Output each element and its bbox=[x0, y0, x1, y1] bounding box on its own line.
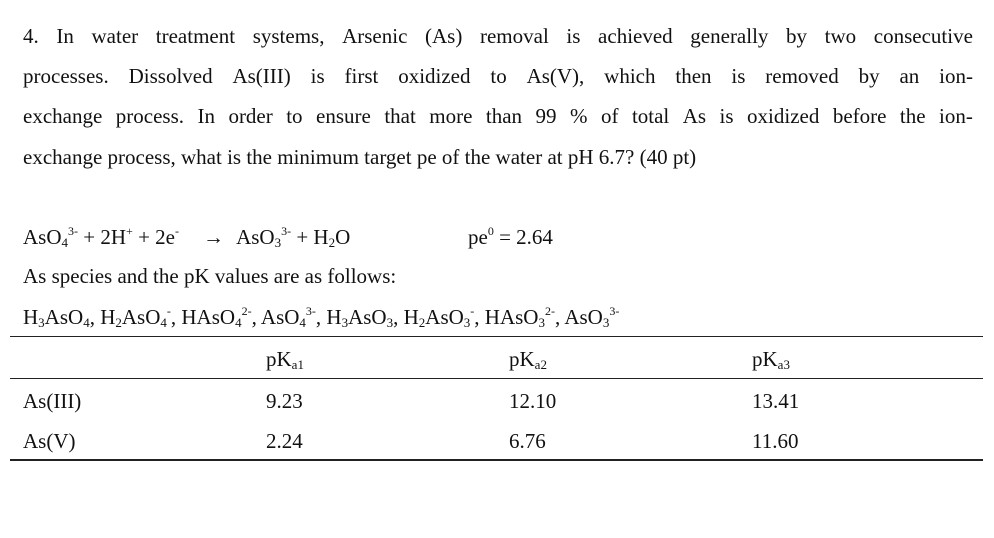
question-word: As bbox=[682, 104, 707, 128]
question-word: consecutive bbox=[873, 24, 973, 48]
species-item: $H_3AsO_4$, bbox=[23, 305, 101, 330]
table-top-rule bbox=[10, 336, 983, 337]
question-word: water bbox=[91, 24, 139, 48]
question-word: ion- bbox=[939, 64, 973, 88]
question-word: processes. bbox=[23, 64, 109, 88]
question-word: exchange bbox=[23, 104, 103, 128]
product-arsenite: AsO$_3^{3-}$ bbox=[231, 224, 292, 250]
reactant-arsenate: AsO$_4^{3-}$ bbox=[23, 224, 79, 250]
question-word: by bbox=[786, 24, 808, 48]
row-label-as-v: As(V) bbox=[23, 429, 76, 453]
question-word: Arsenic bbox=[342, 24, 408, 48]
question-word: is bbox=[310, 64, 325, 88]
question-word: 4. bbox=[23, 24, 39, 48]
question-word: then bbox=[675, 64, 712, 88]
question-word: than bbox=[485, 104, 523, 128]
species-intro: As species and the pK values are as follows: bbox=[23, 264, 397, 288]
question-word: is bbox=[731, 64, 746, 88]
question-word: systems, bbox=[252, 24, 325, 48]
question-line-2 bbox=[23, 56, 973, 96]
table-cell: 9.23 bbox=[266, 389, 303, 413]
question-word: to bbox=[286, 104, 303, 128]
question-word: In bbox=[197, 104, 215, 128]
question-word: is bbox=[566, 24, 581, 48]
question-word: which bbox=[604, 64, 656, 88]
reaction-equation bbox=[23, 222, 723, 252]
question-word: removed bbox=[765, 64, 839, 88]
question-word: more bbox=[429, 104, 473, 128]
header-pka2: $pK_{a2}$ bbox=[509, 347, 547, 372]
question-word: In bbox=[56, 24, 74, 48]
question-word: an bbox=[899, 64, 920, 88]
species-item: HAsO$_4^{2-}$, bbox=[181, 304, 261, 330]
table-cell: 13.41 bbox=[752, 389, 800, 413]
header-pka3: $pK_{a3}$ bbox=[752, 347, 790, 372]
question-word: process. bbox=[115, 104, 184, 128]
species-item: $H_3AsO_3$, bbox=[326, 305, 404, 330]
question-word: achieved bbox=[598, 24, 673, 48]
question-word: before bbox=[832, 104, 887, 128]
standard-pe: $pe^0 = 2.64$ bbox=[468, 224, 553, 249]
table-cell: 6.76 bbox=[509, 429, 546, 453]
species-item: $H_2AsO_4^-$, bbox=[100, 304, 182, 330]
table-bottom-rule bbox=[10, 459, 983, 461]
question-word: to bbox=[490, 64, 507, 88]
reaction-arrow-icon: → bbox=[202, 225, 224, 249]
question-word: that bbox=[384, 104, 416, 128]
question-word: of bbox=[600, 104, 619, 128]
question-word: by bbox=[858, 64, 880, 88]
product-water: + $H_2O$ bbox=[291, 225, 351, 250]
question-word: treatment bbox=[155, 24, 236, 48]
species-list bbox=[23, 302, 619, 332]
question-line-3 bbox=[23, 96, 973, 136]
question-word: (As) bbox=[425, 24, 463, 48]
question-word: % bbox=[570, 104, 588, 128]
question-word: is bbox=[719, 104, 734, 128]
question-word: Dissolved bbox=[128, 64, 213, 88]
table-cell: 12.10 bbox=[509, 389, 557, 413]
question-word: ion- bbox=[939, 104, 973, 128]
species-item: AsO$_4^{3-}$, bbox=[260, 304, 327, 330]
question-word: removal bbox=[479, 24, 549, 48]
question-word: As(III) bbox=[232, 64, 291, 88]
species-item: $H_2AsO_3^-$, bbox=[403, 304, 485, 330]
table-cell: 11.60 bbox=[752, 429, 799, 453]
question-word: two bbox=[824, 24, 857, 48]
header-pka1: $pK_{a1}$ bbox=[266, 347, 304, 372]
question-word: oxidized bbox=[747, 104, 820, 128]
reactant-proton: + 2H+ bbox=[78, 224, 133, 249]
table-header-rule bbox=[10, 378, 983, 379]
question-word: first bbox=[344, 64, 379, 88]
question-word: As(V), bbox=[526, 64, 585, 88]
question-word: oxidized bbox=[398, 64, 471, 88]
question-word: total bbox=[631, 104, 670, 128]
species-item: HAsO$_3^{2-}$, bbox=[484, 304, 565, 330]
question-word: ensure bbox=[316, 104, 371, 128]
question-word: the bbox=[899, 104, 926, 128]
question-word: order bbox=[228, 104, 273, 128]
reactant-electron: + 2e- bbox=[132, 224, 179, 249]
species-item: AsO$_3^{3-}$ bbox=[564, 304, 620, 330]
question-line-4: exchange process, what is the minimum target pe of the water at pH 6.7? (40 pt) bbox=[23, 145, 697, 169]
question-word: generally bbox=[690, 24, 769, 48]
question-word: 99 bbox=[535, 104, 557, 128]
table-cell: 2.24 bbox=[266, 429, 303, 453]
row-label-as-iii: As(III) bbox=[23, 389, 82, 413]
question-line-1 bbox=[23, 16, 973, 56]
